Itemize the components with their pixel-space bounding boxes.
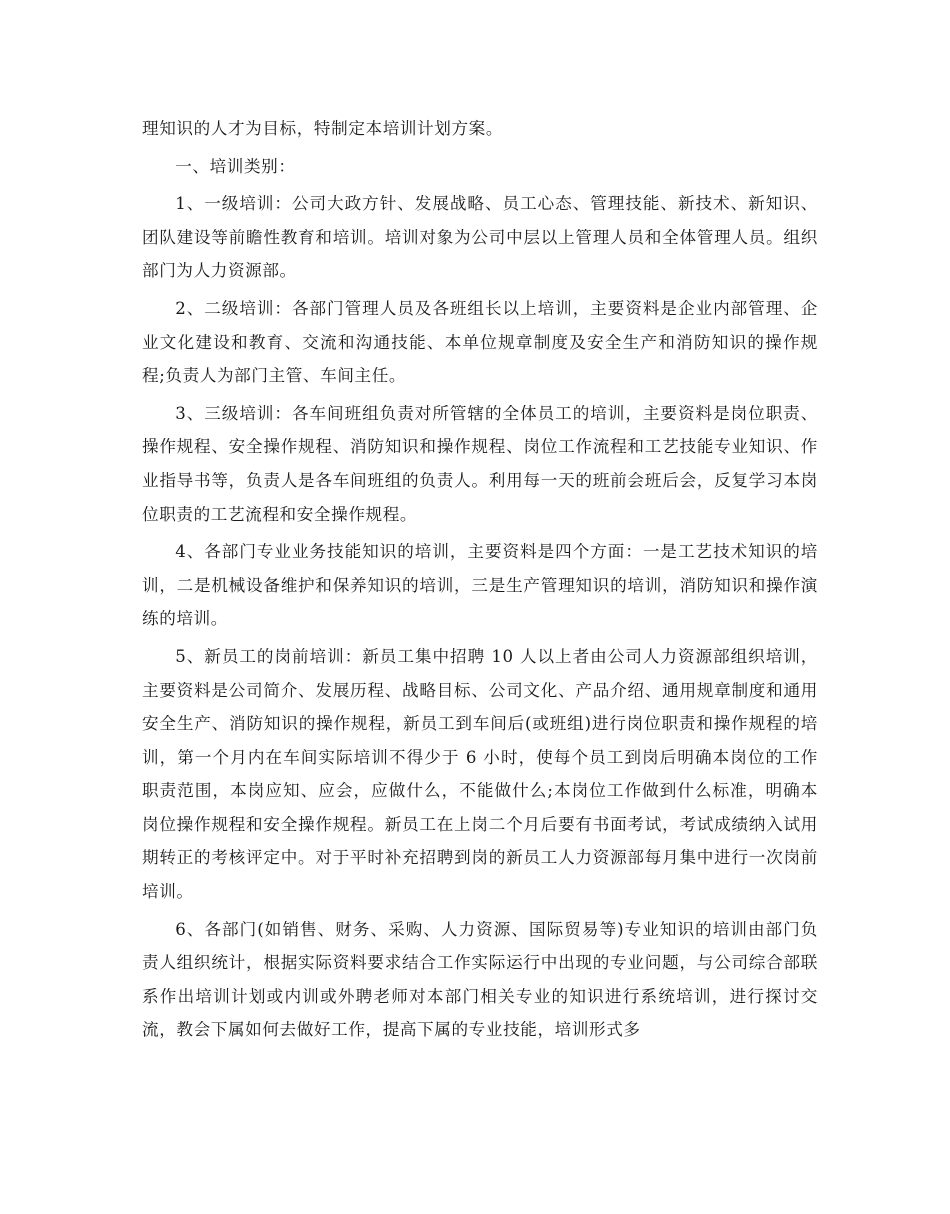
section-heading-training-categories: 一、培训类别：	[175, 156, 296, 176]
paragraph-department-professional-training: 6、各部门(如销售、财务、采购、人力资源、国际贸易等)专业知识的培训由部门负责人组织统计，根据实际资料要求结合工作实际运行中出现的专业问题，与公司综合部联系作出培训计划或内训或外聘老师对本部门相关专业的知识进行系统培训，进行探讨交流，教会下属如何去做好工作，提高下属的专业技能，培训形式多	[142, 919, 818, 1040]
paragraph-continuation: 理知识的人才为目标，特制定本培训计划方案。	[142, 119, 504, 138]
paragraph-level-1-training: 1、一级培训：公司大政方针、发展战略、员工心态、管理技能、新技术、新知识、团队建设等前瞻性教育和培训。培训对象为公司中层以上管理人员和全体管理人员。组织部门为人力资源部。	[142, 194, 818, 281]
paragraph-level-2-training: 2、二级培训：各部门管理人员及各班组长以上培训，主要资料是企业内部管理、企业文化建设和教育、交流和沟通技能、本单位规章制度及安全生产和消防知识的操作规程;负责人为部门主管、车间主任。	[142, 298, 818, 386]
paragraph-level-3-training: 3、三级培训：各车间班组负责对所管辖的全体员工的培训，主要资料是岗位职责、操作规程、安全操作规程、消防知识和操作规程、岗位工作流程和工艺技能专业知识、作业指导书等，负责人是各车间班组的负责人。利用每一天的班前会班后会，反复学习本岗位职责的工艺流程和安全操作规程。	[142, 403, 818, 524]
paragraph-department-skills-training: 4、各部门专业业务技能知识的培训，主要资料是四个方面：一是工艺技术知识的培训，二是机械设备维护和保养知识的培训，三是生产管理知识的培训，消防知识和操作演练的培训。	[142, 542, 818, 629]
document-body	[142, 112, 818, 1047]
paragraph-new-employee-training: 5、新员工的岗前培训：新员工集中招聘 10 人以上者由公司人力资源部组织培训，主要资料是公司简介、发展历程、战略目标、公司文化、产品介绍、通用规章制度和通用安全生产、消防知识的操作规程，新员工到车间后(或班组)进行岗位职责和操作规程的培训，第一个月内在车间实际培训不得少于 6 小时，使每个员工到岗后明确本岗位的工作职责范围，本岗应知、应会，应做什么，不能做什么;本岗位工作做到什么标准，明确本岗位操作规程和安全操作规程。新员工在上岗二个月后要有书面考试，考试成绩纳入试用期转正的考核评定中。对于平时补充招聘到岗的新员工人力资源部每月集中进行一次岗前培训。	[142, 646, 818, 902]
